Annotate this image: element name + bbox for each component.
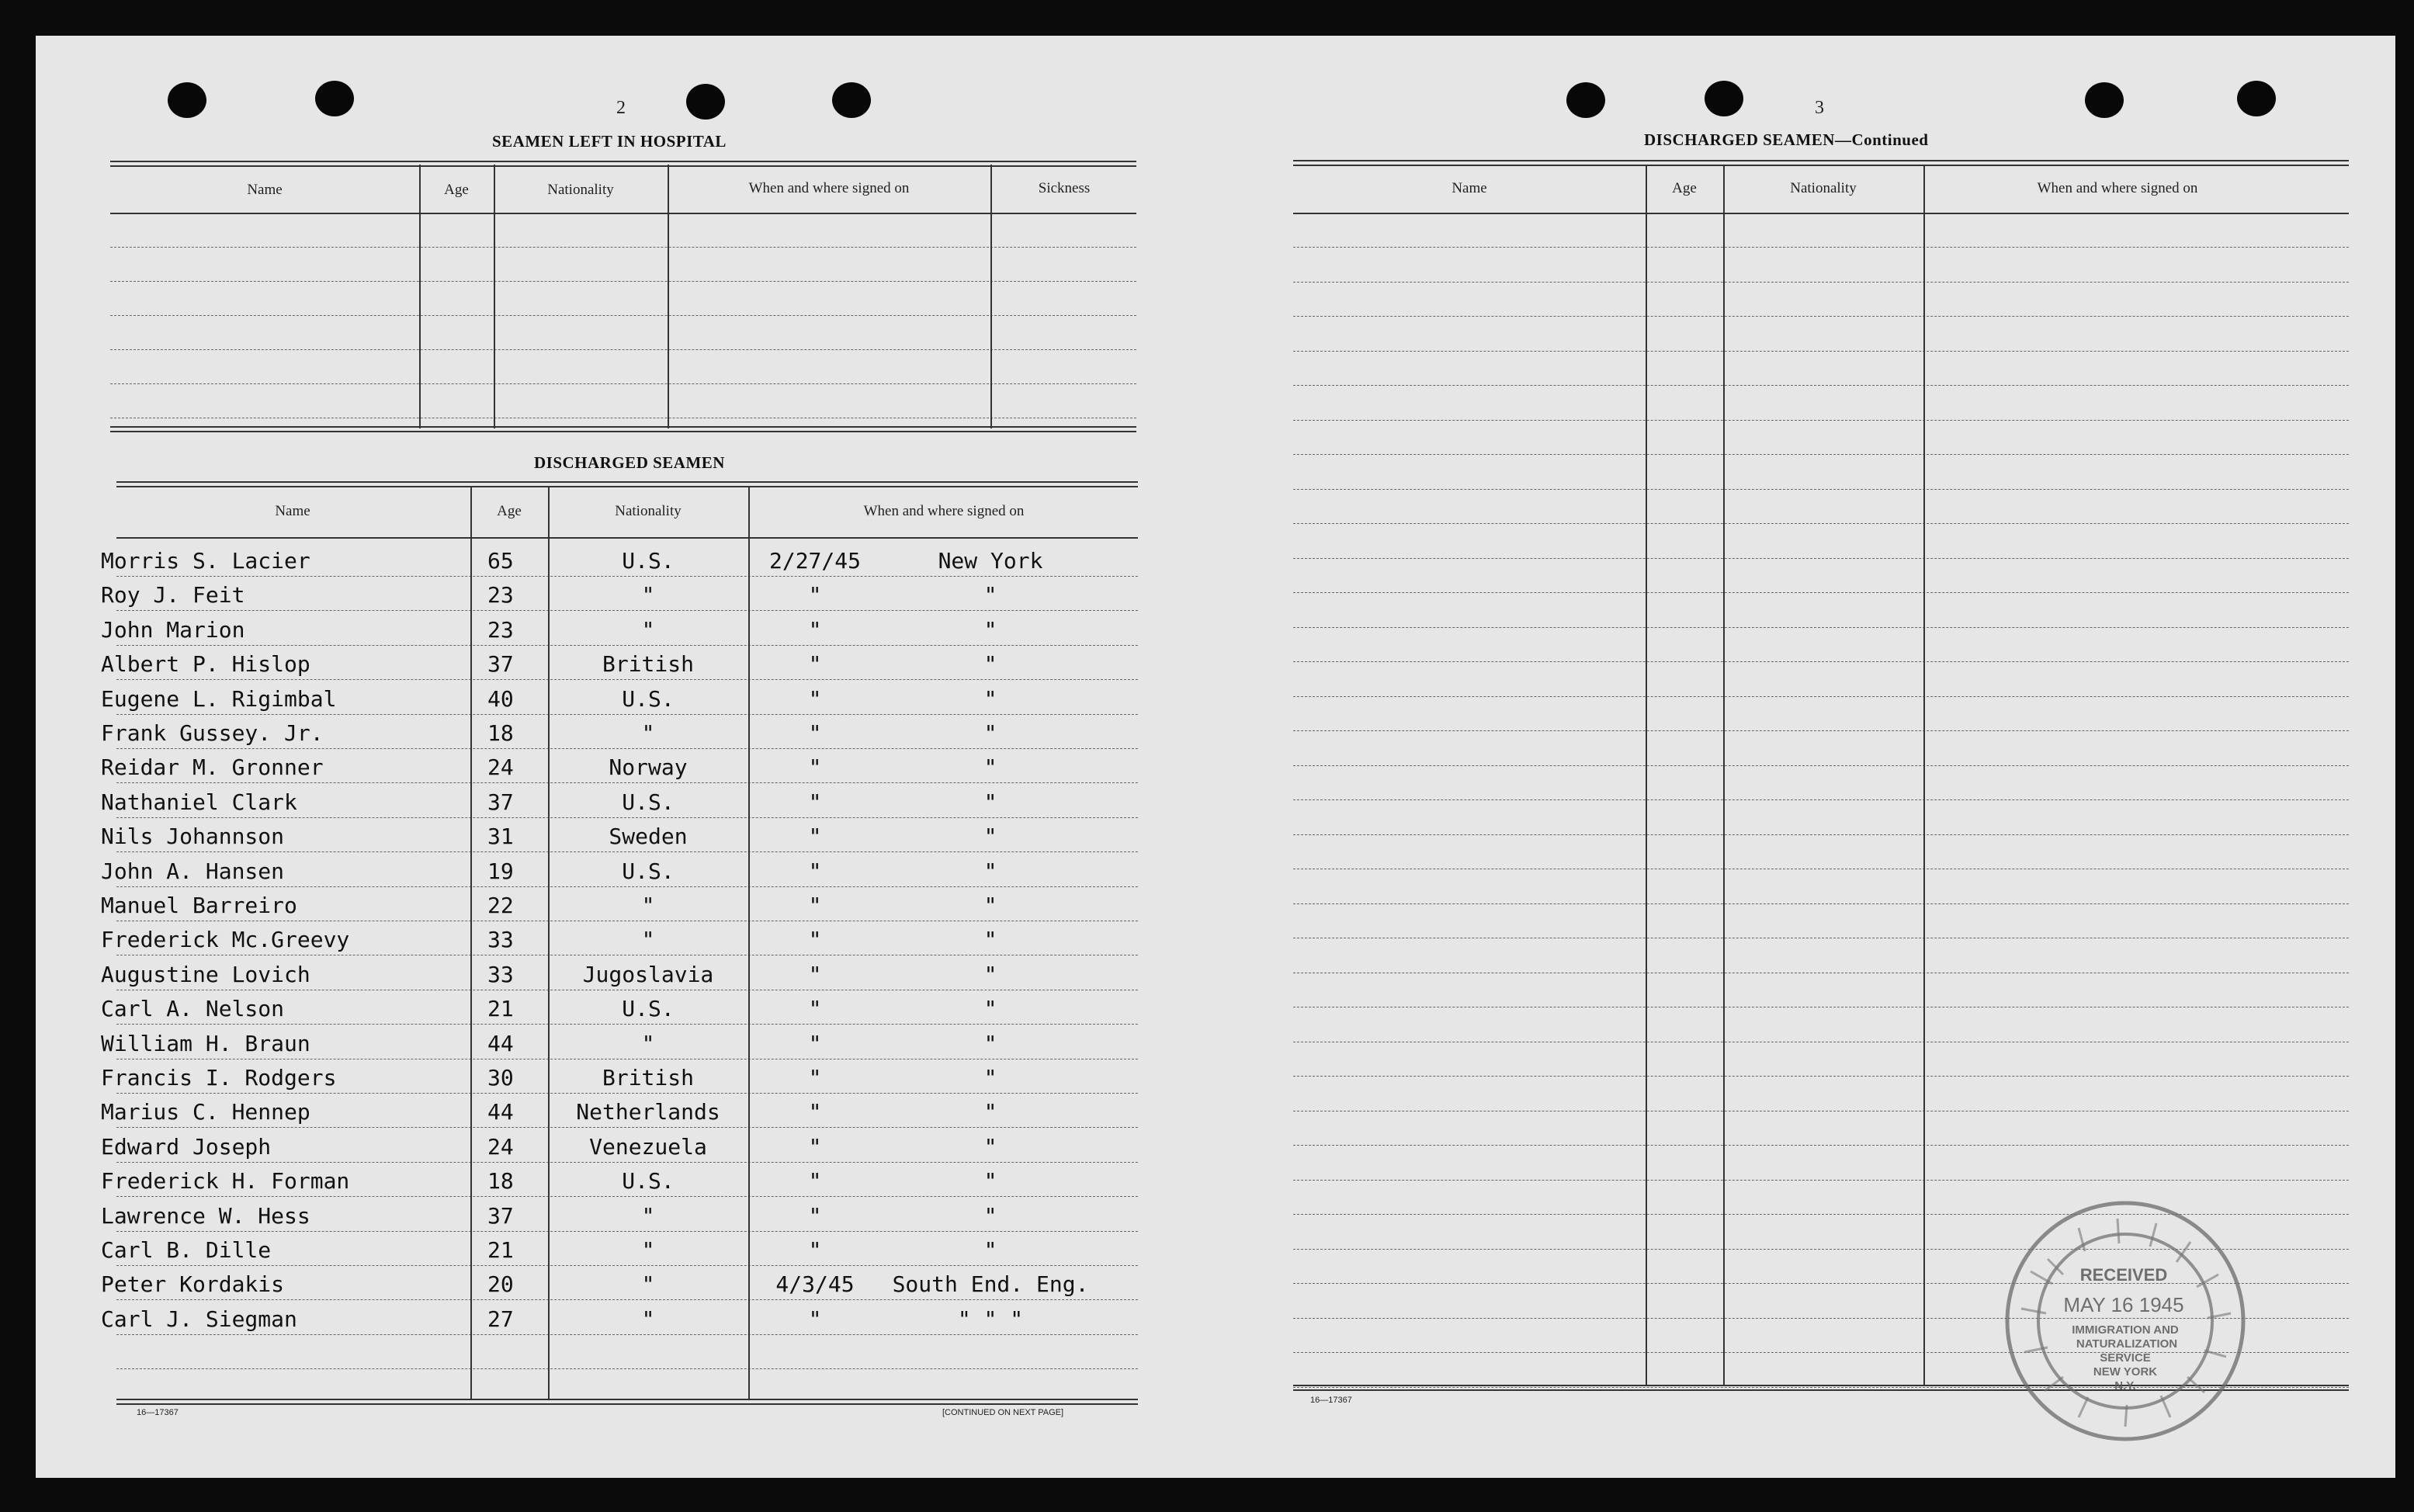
signed-on-date: " (808, 651, 822, 677)
discharged-col-name: Name (275, 503, 310, 519)
hospital-col-name: Name (247, 182, 283, 198)
seaman-nationality: " (641, 893, 655, 918)
signed-on-place: " (983, 651, 997, 677)
seaman-nationality: British (602, 651, 694, 677)
left-page-number: 2 (616, 98, 626, 118)
signed-on-date: " (808, 1065, 822, 1091)
seaman-name: Albert P. Hislop (101, 651, 310, 677)
signed-on-date: " (808, 582, 822, 608)
seaman-name: Nils Johannson (101, 824, 285, 849)
seaman-age: 37 (487, 1203, 514, 1229)
stamp-date: MAY 16 1945 (2063, 1293, 2184, 1316)
seaman-nationality: " (641, 1031, 655, 1056)
right-row-line (1293, 834, 2349, 835)
hospital-table-top-rule (110, 161, 1136, 167)
row-line (116, 1127, 1138, 1128)
stamp-line2: NATURALIZATION (2076, 1337, 2178, 1351)
right-row-line (1293, 454, 2349, 455)
seaman-age: 33 (487, 927, 514, 952)
discharged-divider (470, 486, 472, 1400)
right-row-line (1293, 247, 2349, 248)
signed-on-place: " (983, 754, 997, 780)
row-line (116, 1368, 1138, 1369)
row-line (116, 886, 1138, 887)
seaman-nationality: U.S. (622, 548, 675, 574)
seaman-nationality: U.S. (622, 858, 675, 884)
seaman-age: 40 (487, 686, 514, 712)
seaman-age: 44 (487, 1099, 514, 1125)
hospital-divider (494, 165, 495, 428)
seaman-name: Eugene L. Rigimbal (101, 686, 337, 712)
seaman-nationality: Sweden (609, 824, 688, 849)
seaman-age: 30 (487, 1065, 514, 1091)
hospital-table-bottom-rule (110, 426, 1136, 432)
seaman-name: Carl B. Dille (101, 1237, 272, 1263)
right-row-line (1293, 282, 2349, 283)
hospital-divider (668, 165, 669, 428)
row-line (116, 1196, 1138, 1197)
row-line (116, 748, 1138, 749)
right-col-name: Name (1452, 180, 1487, 196)
hospital-divider (990, 165, 992, 428)
row-line (116, 714, 1138, 715)
signed-on-place: " " " (957, 1306, 1024, 1332)
seaman-nationality: " (641, 582, 655, 608)
punch-hole (168, 82, 206, 118)
right-divider (1723, 165, 1725, 1386)
discharged-section-title: DISCHARGED SEAMEN (534, 453, 725, 472)
seaman-age: 24 (487, 754, 514, 780)
signed-on-place: " (983, 617, 997, 643)
right-row-line (1293, 696, 2349, 697)
right-table-top-rule (1293, 160, 2349, 166)
signed-on-place: " (983, 893, 997, 918)
stamp-line5: N.Y. (2114, 1379, 2136, 1392)
punch-hole (686, 84, 725, 120)
right-divider (1646, 165, 1647, 1386)
signed-on-place: " (983, 1065, 997, 1091)
signed-on-date: 2/27/45 (768, 548, 861, 574)
seaman-name: Reidar M. Gronner (101, 754, 324, 780)
signed-on-date: " (808, 686, 822, 712)
seaman-name: Francis I. Rodgers (101, 1065, 337, 1091)
right-col-age: Age (1672, 180, 1697, 196)
seaman-nationality: British (602, 1065, 694, 1091)
seaman-age: 23 (487, 617, 514, 643)
left-form-number: 16—17367 (137, 1408, 179, 1417)
signed-on-date: " (808, 824, 822, 849)
seaman-nationality: " (641, 1271, 655, 1297)
seaman-nationality: " (641, 1237, 655, 1263)
seaman-age: 18 (487, 1168, 514, 1194)
right-row-line (1293, 316, 2349, 317)
signed-on-place: " (983, 686, 997, 712)
signed-on-date: " (808, 858, 822, 884)
row-line (116, 1093, 1138, 1094)
hospital-row-line (110, 383, 1136, 384)
discharged-col-nationality: Nationality (615, 503, 682, 519)
hospital-row-line (110, 315, 1136, 316)
punch-hole (315, 81, 354, 116)
punch-hole (2237, 81, 2276, 116)
seaman-name: Augustine Lovich (101, 962, 310, 987)
row-line (116, 679, 1138, 680)
seaman-name: Lawrence W. Hess (101, 1203, 310, 1229)
signed-on-place: " (983, 1237, 997, 1263)
seaman-name: Frank Gussey. Jr. (101, 720, 324, 746)
hospital-col-signed-on: When and where signed on (748, 180, 910, 196)
row-line (116, 1299, 1138, 1300)
hospital-header-rule (110, 213, 1136, 214)
signed-on-place: " (983, 1099, 997, 1125)
signed-on-date: " (808, 962, 822, 987)
hospital-col-nationality: Nationality (547, 182, 614, 198)
seaman-nationality: U.S. (622, 996, 675, 1021)
signed-on-place: " (983, 1203, 997, 1229)
seaman-name: Carl A. Nelson (101, 996, 285, 1021)
hospital-section-title: SEAMEN LEFT IN HOSPITAL (492, 132, 727, 151)
row-line (116, 851, 1138, 852)
discharged-table-bottom-rule (116, 1399, 1138, 1405)
seaman-name: Edward Joseph (101, 1134, 272, 1160)
seaman-nationality: " (641, 720, 655, 746)
row-line (116, 610, 1138, 611)
seaman-age: 65 (487, 548, 514, 574)
stamp-line1: IMMIGRATION AND (2072, 1323, 2179, 1337)
stamp-line3: SERVICE (2100, 1351, 2151, 1365)
hospital-col-age: Age (444, 182, 469, 198)
seaman-name: Frederick H. Forman (101, 1168, 350, 1194)
seaman-age: 21 (487, 1237, 514, 1263)
received-stamp (2001, 1197, 2249, 1445)
row-line (116, 1265, 1138, 1266)
seaman-age: 33 (487, 962, 514, 987)
seaman-age: 23 (487, 582, 514, 608)
signed-on-place: " (983, 927, 997, 952)
right-col-nationality: Nationality (1790, 180, 1857, 196)
seaman-nationality: Jugoslavia (582, 962, 714, 987)
signed-on-place: " (983, 962, 997, 987)
seaman-age: 24 (487, 1134, 514, 1160)
signed-on-date: " (808, 1203, 822, 1229)
signed-on-place: " (983, 996, 997, 1021)
discharged-divider (748, 486, 750, 1400)
right-row-line (1293, 351, 2349, 352)
signed-on-place: " (983, 1031, 997, 1056)
row-line (116, 1024, 1138, 1025)
signed-on-place: " (983, 858, 997, 884)
right-row-line (1293, 523, 2349, 524)
stamp-status: RECEIVED (2079, 1265, 2168, 1285)
right-section-title (1644, 130, 1928, 150)
seaman-name: Carl J. Siegman (101, 1306, 297, 1332)
seaman-nationality: U.S. (622, 1168, 675, 1194)
signed-on-date: " (808, 1306, 822, 1332)
seaman-age: 37 (487, 651, 514, 677)
right-row-line (1293, 420, 2349, 421)
right-row-line (1293, 592, 2349, 593)
signed-on-place: New York (938, 548, 1043, 574)
seaman-name: Peter Kordakis (101, 1271, 285, 1297)
signed-on-place: " (983, 1168, 997, 1194)
discharged-col-age: Age (497, 503, 522, 519)
seaman-name: Marius C. Hennep (101, 1099, 310, 1125)
right-row-line (1293, 730, 2349, 731)
row-line (116, 817, 1138, 818)
seaman-age: 20 (487, 1271, 514, 1297)
row-line (116, 1162, 1138, 1163)
seaman-name: Frederick Mc.Greevy (101, 927, 350, 952)
seaman-nationality: Venezuela (589, 1134, 707, 1160)
right-form-number: 16—17367 (1310, 1396, 1352, 1405)
seaman-nationality: " (641, 927, 655, 952)
right-row-line (1293, 1180, 2349, 1181)
row-line (116, 782, 1138, 783)
seaman-nationality: U.S. (622, 686, 675, 712)
seaman-nationality: " (641, 1306, 655, 1332)
punch-hole (1566, 82, 1605, 118)
hospital-row-line (110, 349, 1136, 350)
signed-on-place: " (983, 720, 997, 746)
signed-on-place: " (983, 582, 997, 608)
continued-on-next-page: [CONTINUED ON NEXT PAGE] (942, 1408, 1064, 1417)
stamp-line4: NEW YORK (2093, 1365, 2158, 1378)
signed-on-date: 4/3/45 (775, 1271, 855, 1297)
right-row-line (1293, 1076, 2349, 1077)
right-row-line (1293, 799, 2349, 800)
right-page-number: 3 (1815, 98, 1824, 118)
right-row-line (1293, 558, 2349, 559)
signed-on-date: " (808, 720, 822, 746)
signed-on-date: " (808, 996, 822, 1021)
right-row-line (1293, 1145, 2349, 1146)
right-title-continued: —Continued (1834, 130, 1929, 149)
signed-on-place: " (983, 824, 997, 849)
signed-on-date: " (808, 1237, 822, 1263)
signed-on-date: " (808, 789, 822, 815)
seaman-age: 22 (487, 893, 514, 918)
seaman-nationality: Netherlands (576, 1099, 720, 1125)
right-divider (1923, 165, 1925, 1386)
punch-hole (832, 82, 871, 118)
seaman-age: 27 (487, 1306, 514, 1332)
punch-hole (2085, 82, 2124, 118)
seaman-nationality: U.S. (622, 789, 675, 815)
seaman-age: 21 (487, 996, 514, 1021)
seaman-age: 18 (487, 720, 514, 746)
hospital-divider (419, 165, 421, 428)
signed-on-date: " (808, 1168, 822, 1194)
seaman-name: William H. Braun (101, 1031, 310, 1056)
seaman-name: John A. Hansen (101, 858, 285, 884)
hospital-col-sickness: Sickness (1038, 180, 1091, 196)
hospital-row-line (110, 247, 1136, 248)
seaman-name: Nathaniel Clark (101, 789, 297, 815)
row-line (116, 1334, 1138, 1335)
signed-on-date: " (808, 893, 822, 918)
discharged-divider (548, 486, 550, 1400)
signed-on-date: " (808, 617, 822, 643)
signed-on-place: " (983, 1134, 997, 1160)
signed-on-place: " (983, 789, 997, 815)
right-row-line (1293, 765, 2349, 766)
row-line (116, 645, 1138, 646)
discharged-header-rule (116, 537, 1138, 539)
right-header-rule (1293, 213, 2349, 214)
signed-on-date: " (808, 927, 822, 952)
seaman-age: 19 (487, 858, 514, 884)
seaman-nationality: " (641, 617, 655, 643)
discharged-table-top-rule (116, 481, 1138, 487)
right-row-line (1293, 385, 2349, 386)
seaman-nationality: Norway (609, 754, 688, 780)
seaman-name: Roy J. Feit (101, 582, 245, 608)
signed-on-date: " (808, 754, 822, 780)
right-row-line (1293, 661, 2349, 662)
discharged-col-signed-on: When and where signed on (863, 503, 1025, 519)
right-title-main: DISCHARGED SEAMEN (1644, 130, 1835, 149)
seaman-age: 37 (487, 789, 514, 815)
seaman-nationality: " (641, 1203, 655, 1229)
right-row-line (1293, 627, 2349, 628)
row-line (116, 576, 1138, 577)
hospital-row-line (110, 281, 1136, 282)
seaman-age: 31 (487, 824, 514, 849)
signed-on-date: " (808, 1031, 822, 1056)
right-row-line (1293, 903, 2349, 904)
signed-on-date: " (808, 1134, 822, 1160)
right-col-signed-on: When and where signed on (2037, 180, 2198, 196)
seaman-age: 44 (487, 1031, 514, 1056)
seaman-name: Morris S. Lacier (101, 548, 310, 574)
right-row-line (1293, 489, 2349, 490)
punch-hole (1705, 81, 1743, 116)
seaman-name: John Marion (101, 617, 245, 643)
signed-on-date: " (808, 1099, 822, 1125)
seaman-name: Manuel Barreiro (101, 893, 297, 918)
signed-on-place: South End. Eng. (892, 1271, 1089, 1297)
row-line (116, 1231, 1138, 1232)
